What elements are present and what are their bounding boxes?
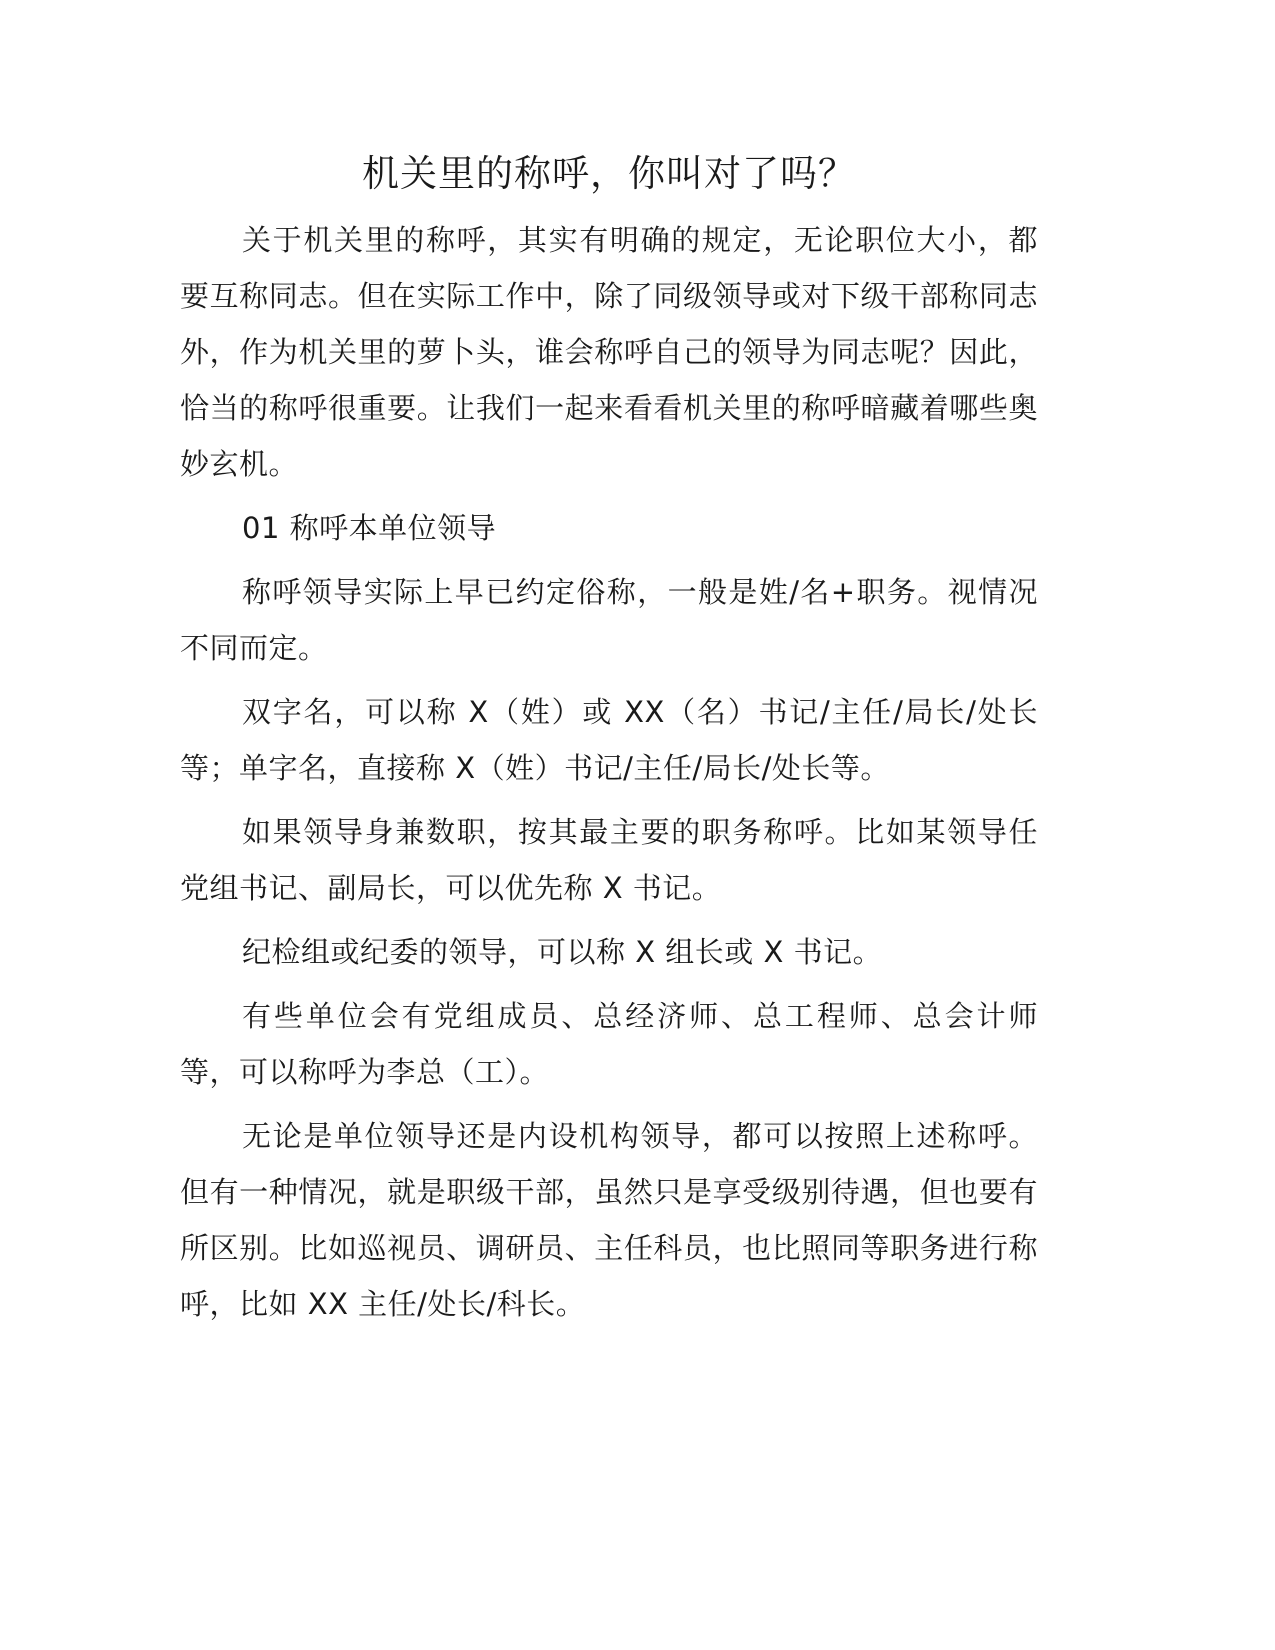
paragraph-multiple-positions: 如果领导身兼数职，按其最主要的职务称呼。比如某领导任党组书记、副局长，可以优先称 X 书记。 bbox=[180, 815, 1038, 905]
document-page bbox=[180, 148, 1038, 1340]
paragraph-name-rules: 双字名，可以称 X（姓）或 XX（名）书记/主任/局长/处长等；单字名，直接称 X（姓）书记/主任/局长/处长等。 bbox=[180, 695, 1038, 785]
document-title: 机关里的称呼，你叫对了吗？ bbox=[362, 152, 856, 195]
paragraph-intro: 关于机关里的称呼，其实有明确的规定，无论职位大小，都要互称同志。但在实际工作中，除了同级领导或对下级干部称同志外，作为机关里的萝卜头，谁会称呼自己的领导为同志呢？因此，恰当的称呼很重要。让我们一起来看看机关里的称呼暗藏着哪些奥妙玄机。 bbox=[180, 223, 1038, 481]
section-heading-01: 01 称呼本单位领导 bbox=[242, 511, 497, 545]
paragraph-discipline: 纪检组或纪委的领导，可以称 X 组长或 X 书记。 bbox=[242, 935, 883, 969]
paragraph-convention: 称呼领导实际上早已约定俗称，一般是姓/名+职务。视情况不同而定。 bbox=[180, 575, 1038, 665]
paragraph-chief-titles: 有些单位会有党组成员、总经济师、总工程师、总会计师等，可以称呼为李总（工）。 bbox=[180, 999, 1038, 1089]
paragraph-rank-cadres: 无论是单位领导还是内设机构领导，都可以按照上述称呼。但有一种情况，就是职级干部，虽然只是享受级别待遇，但也要有所区别。比如巡视员、调研员、主任科员，也比照同等职务进行称呼，比如 XX 主任/处长/科长。 bbox=[180, 1119, 1038, 1321]
